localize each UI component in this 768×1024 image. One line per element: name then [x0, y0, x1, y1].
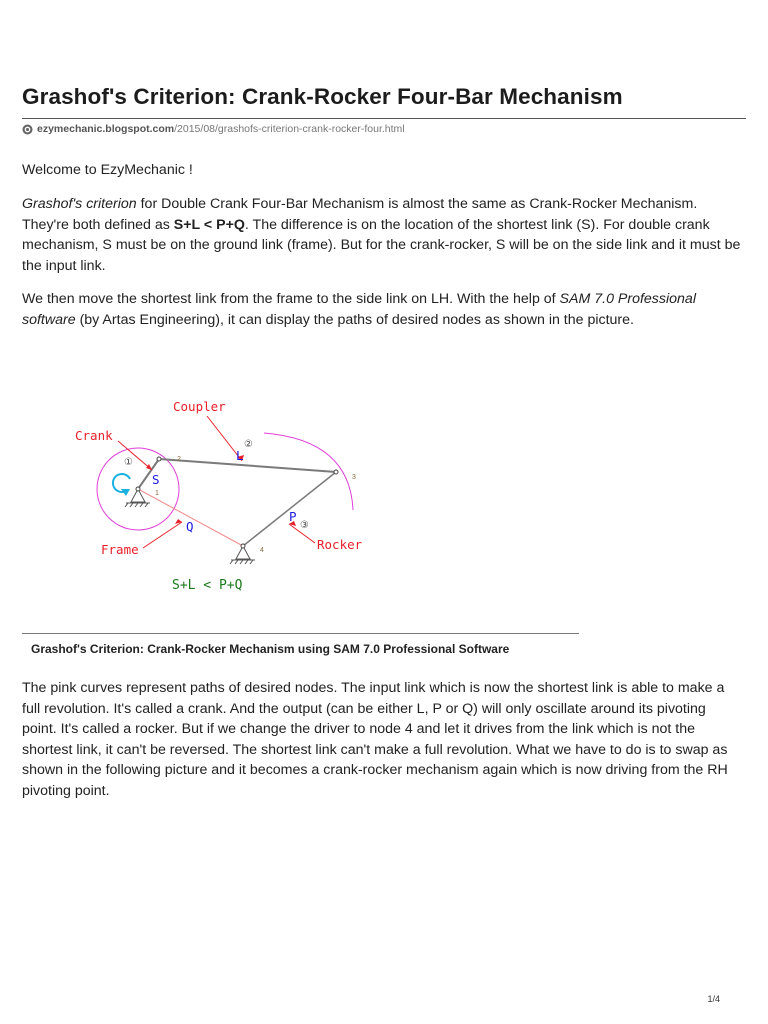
- title-divider: [22, 118, 746, 119]
- frame-link: [138, 489, 243, 546]
- crank-label: Crank: [75, 428, 113, 443]
- grashof-criterion-term: Grashof's criterion: [22, 196, 137, 212]
- rocker-path-arc: [264, 433, 353, 510]
- source-line: [22, 123, 405, 135]
- four-bar-diagram: [60, 385, 380, 600]
- circled-1-label: ①: [124, 457, 133, 468]
- link-l-label: L: [236, 448, 244, 463]
- grashof-formula: S+L < P+Q: [173, 216, 245, 233]
- circled-2-label: ②: [244, 439, 253, 450]
- link-s-label: S: [152, 472, 160, 487]
- paragraph-1-text-b: . The difference is on the location of the shortest link (S). For double crank mechanism, S must be on the ground link (frame). But for the crank-rocker, S will be on the side link and it must be the input link.: [22, 216, 741, 274]
- paragraph-2-text-b: (by Artas Engineering), it can display the paths of desired nodes as shown in the picture.: [75, 311, 634, 328]
- node-2-number: 2: [177, 456, 181, 463]
- paragraph-2: [22, 289, 744, 330]
- page-number: 1/4: [707, 994, 720, 1004]
- node-4: [241, 544, 245, 548]
- mechanism-figure: [60, 385, 380, 600]
- paragraph-1-text-a: for Double Crank Four-Bar Mechanism is almost the same as Crank-Rocker Mechanism. They're both defined as: [22, 196, 698, 233]
- rocker-label: Rocker: [317, 537, 363, 552]
- coupler-link: [159, 459, 336, 472]
- site-icon: [22, 124, 33, 135]
- node-3-number: 3: [352, 474, 356, 481]
- paragraph-1: [22, 194, 744, 276]
- right-ground-pivot: [230, 546, 255, 564]
- paragraph-3: The pink curves represent paths of desired nodes. The input link which is now the shortest link is able to make a full revolution. It's called a crank. And the output (can be either L, P or Q) will only oscillate around its pivoting point. It's called a rocker. But if we change the driver to node 4 and let it drives from the link which is not the shortest link, it can't be reversed. The shortest link can't make a full revolution. What we have to do is to swap as shown in the following picture and it becomes a crank-rocker mechanism again which is now driving from the RH pivoting point.: [22, 680, 728, 799]
- node-4-number: 4: [260, 547, 264, 554]
- caption-divider: [22, 633, 579, 634]
- frame-label: Frame: [101, 542, 139, 557]
- source-domain-link[interactable]: ezymechanic.blogspot.com: [37, 123, 175, 135]
- node-2: [157, 457, 161, 461]
- paragraph-2-text-a: We then move the shortest link from the frame to the side link on LH. With the help of: [22, 291, 560, 307]
- circled-3-label: ③: [300, 520, 309, 531]
- left-ground-pivot: [125, 489, 150, 507]
- figure-formula: S+L < P+Q: [172, 578, 243, 593]
- link-q-label: Q: [186, 519, 194, 534]
- welcome-text: Welcome to EzyMechanic !: [22, 162, 193, 178]
- frame-leader: [143, 522, 182, 548]
- coupler-label: Coupler: [173, 399, 226, 414]
- source-path-link[interactable]: /2015/08/grashofs-criterion-crank-rocker-four.html: [174, 123, 405, 135]
- node-1-number: 1: [155, 490, 159, 497]
- link-p-label: P: [289, 509, 297, 524]
- page-title: Grashof's Criterion: Crank-Rocker Four-Bar Mechanism: [22, 84, 623, 109]
- software-name: SAM 7.0 Professional software: [22, 291, 696, 328]
- node-3: [334, 470, 338, 474]
- node-1: [136, 487, 140, 491]
- figure-caption: Grashof's Criterion: Crank-Rocker Mechanism using SAM 7.0 Professional Software: [31, 642, 510, 656]
